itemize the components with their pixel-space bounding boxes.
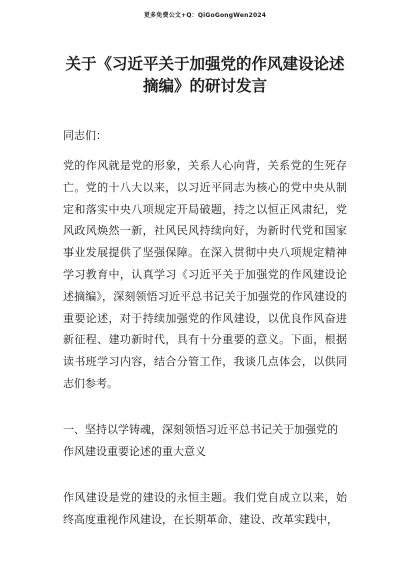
section-heading-1: 一、坚持以学铸魂，深刻领悟习近平总书记关于加强党的作风建设重要论述的重大意义 [63, 423, 338, 458]
header-note: 更多免费公文+Q：QiGoGongWen2024 [143, 12, 267, 19]
greeting: 同志们： [63, 129, 107, 142]
paragraph-intro: 党的作风就是党的形象，关系人心向背，关系党的生死存亡。党的十八大以来，以习近平同志为核心的党中央从制定和落实中央八项规定开局破题，持之以恒正风肃纪，党风政风焕然一新，社风民风持续向好，为新时代党和国家事业发展提供了坚强保障。在深入贯彻中央八项规定精神学习教育中，认真学习《习近平关于加强党的作风建设论述摘编》，深刻领悟习近平总书记关于加强党的作风建设的重要论述，对于持续加强党的作风建设，以优良作风奋进新征程、建功新时代，具有十分重要的意义。下面，根据读书班学习内容，结合分管工作，我谈几点体会，以供同志们参考。 [63, 159, 347, 390]
paragraph-2: 作风建设是党的建设的永恒主题。我们党自成立以来，始终高度重视作风建设，在长期革命、建设、改革实践中， [63, 491, 347, 526]
document-title: 关于《习近平关于加强党的作风建设论述摘编》的研讨发言 [65, 55, 345, 95]
